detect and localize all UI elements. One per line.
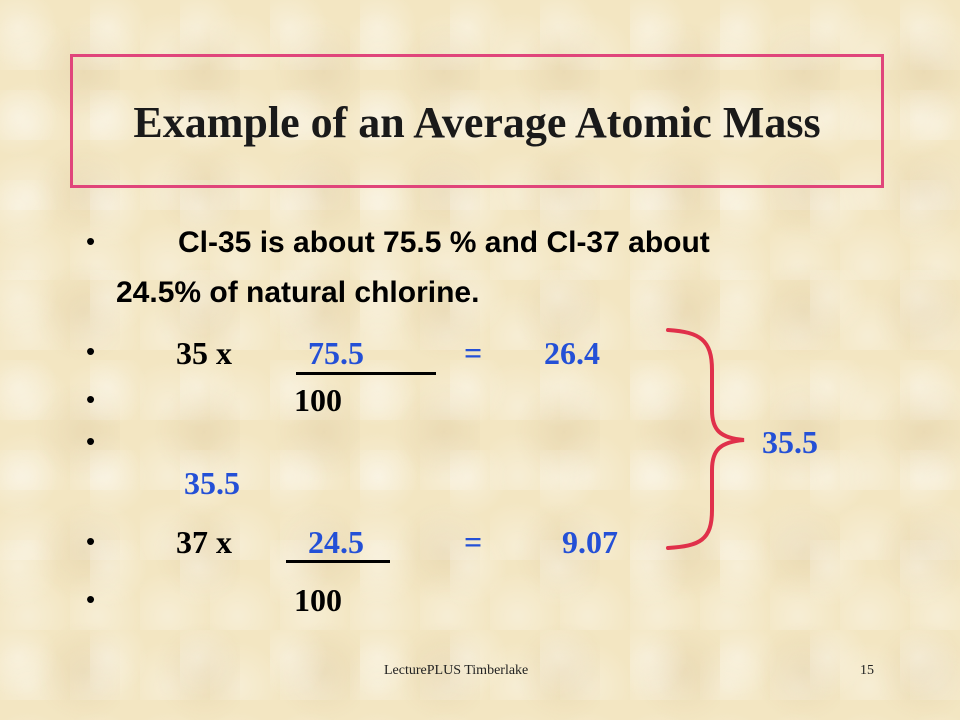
equals-sign-1: = bbox=[464, 335, 483, 371]
bullet-1-line-2: 24.5% of natural chlorine. bbox=[116, 276, 480, 309]
bullet-dot: • bbox=[86, 584, 96, 614]
page-number: 15 bbox=[860, 663, 874, 678]
multiplier-37: 37 x bbox=[176, 524, 232, 560]
total-35-5-left: 35.5 bbox=[184, 465, 240, 501]
bullet-1-line-1: Cl-35 is about 75.5 % and Cl-37 about bbox=[178, 226, 710, 259]
result-9-07: 9.07 bbox=[562, 524, 618, 560]
footer-author: LecturePLUS Timberlake bbox=[384, 663, 529, 678]
denominator-100-2: 100 bbox=[294, 582, 342, 618]
bullet-dot: • bbox=[86, 226, 96, 256]
bullet-dot: • bbox=[86, 526, 96, 556]
result-26-4: 26.4 bbox=[544, 335, 600, 371]
bullet-dot: • bbox=[86, 336, 96, 366]
multiplier-35: 35 x bbox=[176, 335, 232, 371]
slide-title: Example of an Average Atomic Mass bbox=[133, 98, 821, 147]
bullet-dot: • bbox=[86, 384, 96, 414]
percent-24-5: 24.5 bbox=[308, 524, 364, 560]
bullet-dot: • bbox=[86, 426, 96, 456]
percent-75-5: 75.5 bbox=[308, 335, 364, 371]
total-35-5-right: 35.5 bbox=[762, 424, 818, 460]
denominator-100-1: 100 bbox=[294, 382, 342, 418]
equals-sign-2: = bbox=[464, 524, 483, 560]
